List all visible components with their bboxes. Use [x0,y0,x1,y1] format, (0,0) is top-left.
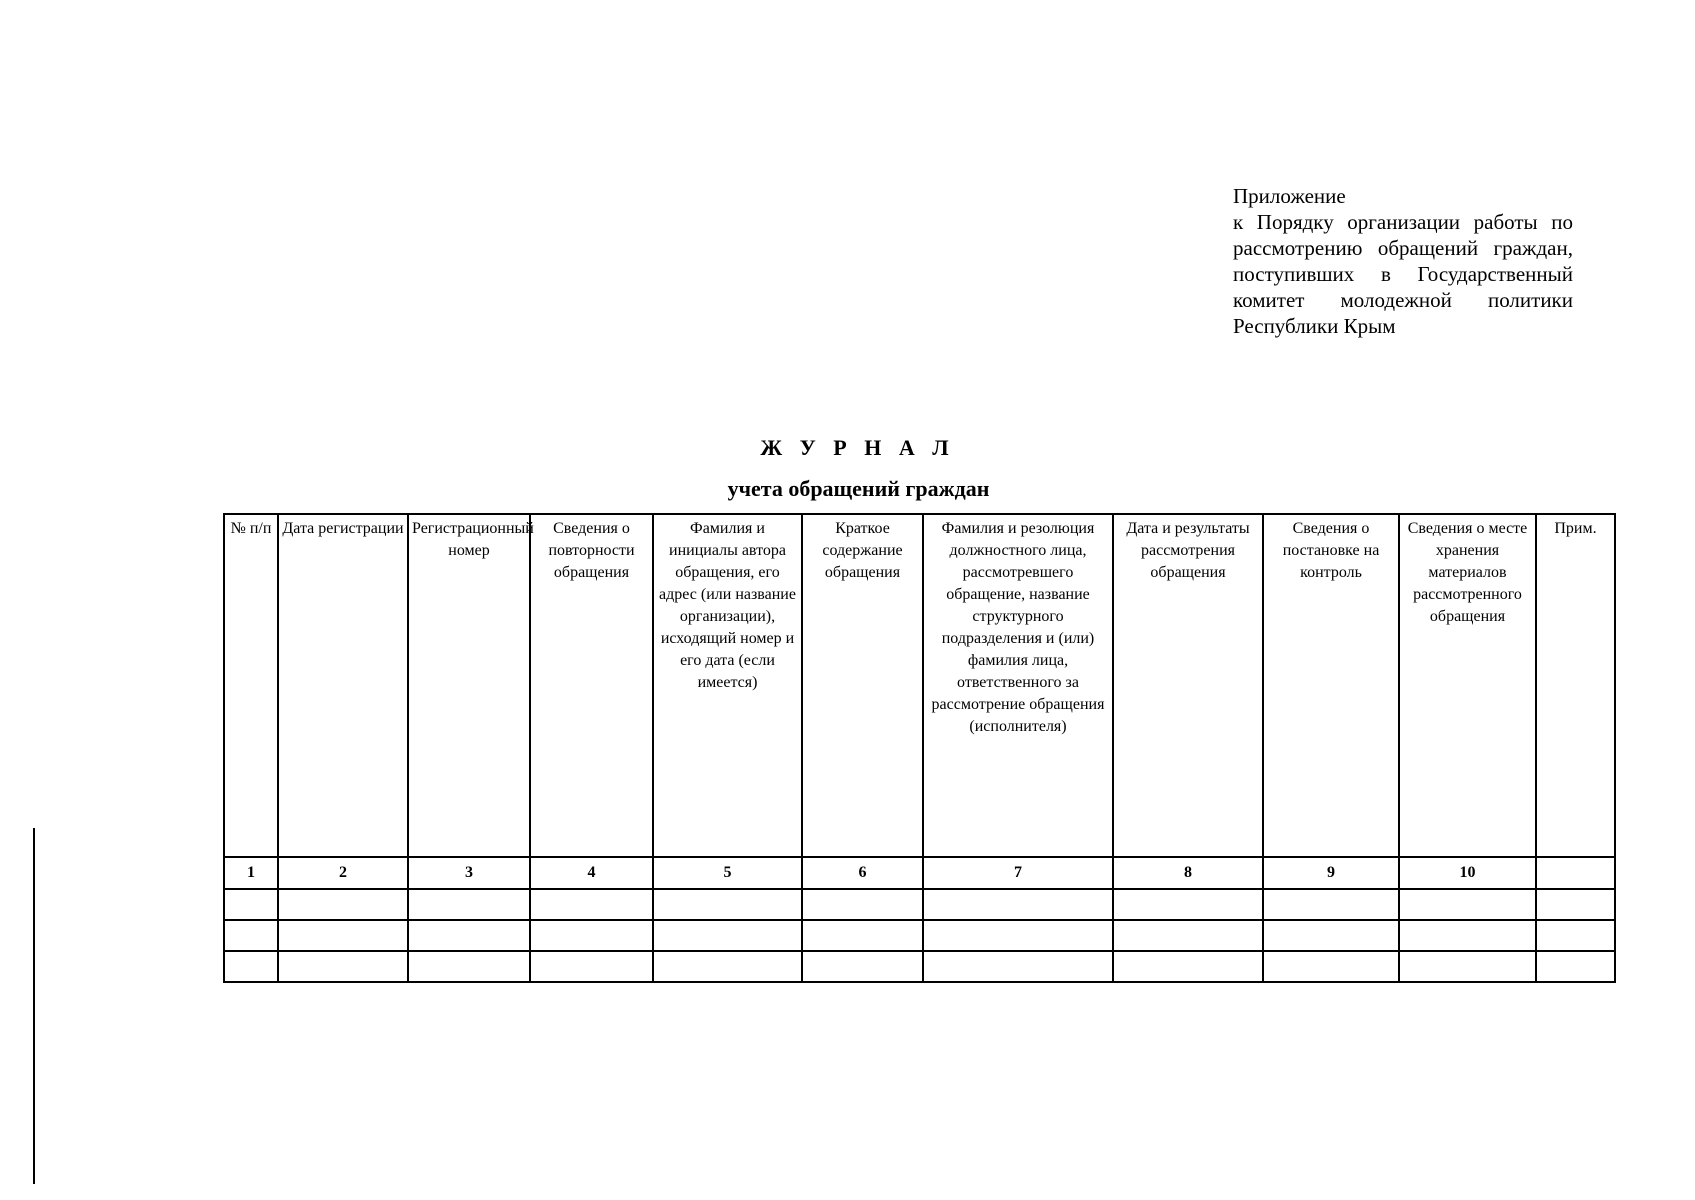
table-cell [278,951,408,982]
table-cell [1263,889,1399,920]
column-number-row [224,857,1615,889]
table-cell [923,889,1113,920]
table-cell [408,920,530,951]
table-cell [224,951,278,982]
header-cell: Дата регистрации [278,514,408,857]
column-number: 2 [278,857,408,889]
table-cell [1113,889,1263,920]
appendix-note [1233,183,1573,339]
table-cell [408,889,530,920]
header-cell: Прим. [1536,514,1615,857]
table-cell [530,889,653,920]
table-cell [530,951,653,982]
table-cell [923,920,1113,951]
journal-subtitle: учета обращений граждан [727,476,990,501]
table-cell [1399,889,1536,920]
table-cell [224,920,278,951]
journal-table [223,513,1616,983]
header-cell: № п/п [224,514,278,857]
table-cell [1399,951,1536,982]
table-row [224,951,1615,982]
column-number: 6 [802,857,923,889]
table-cell [1113,920,1263,951]
appendix-title: Приложение [1233,184,1346,208]
table-row [224,889,1615,920]
appendix-text: к Порядку организации работы по рассмотрению обращений граждан, поступивших в Государственный комитет молодежной политики Республики Крым [1233,210,1573,338]
header-cell: Регистрационный номер [408,514,530,857]
header-cell: Сведения о повторности обращения [530,514,653,857]
column-number: 7 [923,857,1113,889]
table-cell [530,920,653,951]
column-number: 1 [224,857,278,889]
header-cell: Фамилия и инициалы автора обращения, его адрес (или название организации), исходящий номер и его дата (если имеется) [653,514,802,857]
column-number: 9 [1263,857,1399,889]
table-cell [1536,920,1615,951]
table-cell [802,920,923,951]
table-cell [408,951,530,982]
table-cell [1263,920,1399,951]
table-cell [802,889,923,920]
table-cell [653,889,802,920]
table-cell [1263,951,1399,982]
table-cell [1113,951,1263,982]
column-number: 8 [1113,857,1263,889]
left-margin-line [33,828,35,1184]
table-cell [278,889,408,920]
table-cell [278,920,408,951]
column-number [1536,857,1615,889]
column-number: 3 [408,857,530,889]
header-cell: Сведения о месте хранения материалов рассмотренного обращения [1399,514,1536,857]
header-cell: Дата и результаты рассмотрения обращения [1113,514,1263,857]
journal-title: Ж У Р Н А Л [760,435,955,460]
table-cell [653,951,802,982]
column-number: 5 [653,857,802,889]
header-cell: Краткое содержание обращения [802,514,923,857]
table-cell [923,951,1113,982]
header-row [224,514,1615,857]
table-cell [653,920,802,951]
table-cell [1536,889,1615,920]
table-cell [224,889,278,920]
table-row [224,920,1615,951]
header-cell: Фамилия и резолюция должностного лица, рассмотревшего обращение, название структурного подразделения и (или) фамилия лица, ответственного за рассмотрение обращения (исполнителя) [923,514,1113,857]
table-cell [802,951,923,982]
header-cell: Сведения о постановке на контроль [1263,514,1399,857]
column-number: 10 [1399,857,1536,889]
table-cell [1536,951,1615,982]
column-number: 4 [530,857,653,889]
table-cell [1399,920,1536,951]
